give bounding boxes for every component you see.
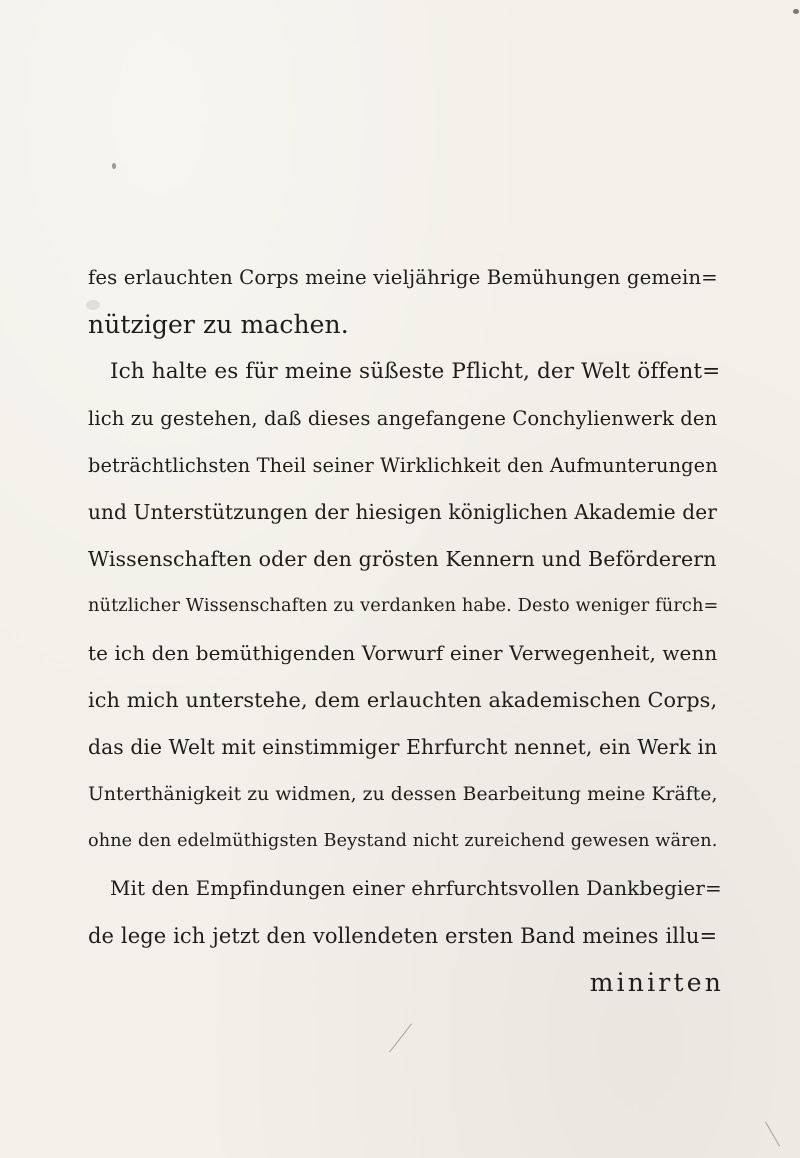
catchword: minirten	[589, 968, 724, 997]
body-text	[88, 254, 726, 1006]
text-line-6: und Unterstützungen der hiesigen königlichen Akademie der	[88, 500, 717, 524]
text-line-15: de lege ich jetzt den vollendeten ersten Band meines illu=	[88, 923, 718, 948]
text-line-2: nütziger zu machen.	[88, 310, 349, 339]
text-line-13: ohne den edelmüthigsten Beystand nicht zureichend gewesen wären.	[88, 831, 718, 851]
text-line-3: Ich halte es für meine süßeste Pflicht, der Welt öffent=	[110, 359, 721, 384]
text-line-9: te ich den bemüthigenden Vorwurf einer Verwegenheit, wenn	[88, 641, 718, 665]
text-line-11: das die Welt mit einstimmiger Ehrfurcht nennet, ein Werk in	[88, 735, 718, 759]
text-line-4: lich zu gestehen, daß dieses angefangene Conchylienwerk den	[88, 407, 718, 430]
text-line-8: nützlicher Wissenschaften zu verdanken habe. Desto weniger fürch=	[88, 596, 719, 616]
ink-speck-upper-left	[112, 163, 116, 169]
pencil-stroke-corner	[765, 1122, 780, 1147]
text-line-14: Mit den Empfindungen einer ehrfurchtsvollen Dankbegier=	[110, 876, 722, 900]
text-line-1: fes erlauchten Corps meine vieljährige Bemühungen gemein=	[88, 266, 718, 289]
pencil-stroke-lower	[389, 1024, 412, 1053]
text-line-5: beträchtlichsten Theil seiner Wirklichkeit den Aufmunterungen	[88, 454, 718, 477]
text-line-12: Unterthänigkeit zu widmen, zu dessen Bearbeitung meine Kräfte,	[88, 784, 718, 805]
ink-speck-top	[793, 9, 799, 14]
text-line-7: Wissenschaften oder den grösten Kennern und Beförderern	[88, 547, 717, 571]
text-line-10: ich mich unterstehe, dem erlauchten akademischen Corps,	[88, 688, 718, 712]
